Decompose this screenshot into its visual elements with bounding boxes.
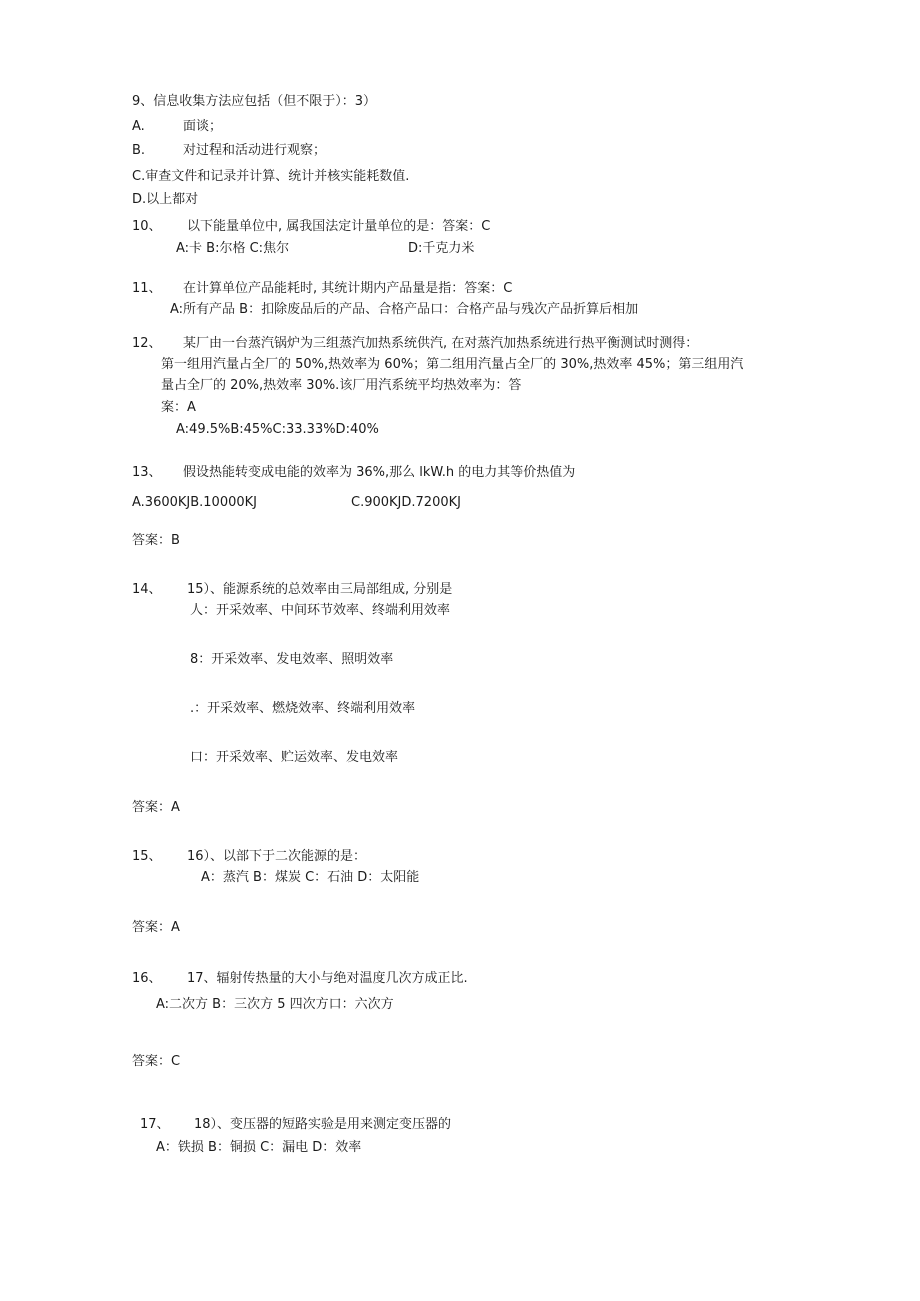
q9-option-c: C.审查文件和记录并计算、统计并核实能耗数值. — [132, 169, 410, 184]
q12-line-2: 第一组用汽量占全厂的 50%,热效率为 60%；第二组用汽量占全厂的 30%,热效率 45%；第三组用汽 — [161, 357, 744, 372]
q17-options: A：铁损 B：铜损 C：漏电 D：效率 — [156, 1140, 362, 1155]
q16-answer: 答案：C — [132, 1054, 181, 1069]
q12-line-4: 案：A — [161, 400, 196, 415]
q16-number: 16、 — [132, 971, 162, 986]
q10-text: 以下能量单位中, 属我国法定计量单位的是：答案：C — [187, 219, 491, 234]
q15-options: A：蒸汽 B：煤炭 C：石油 D：太阳能 — [201, 870, 420, 885]
q10-options-abc: A:卡 B:尔格 C:焦尔 — [176, 241, 290, 256]
q17-text: 18）、变压器的短路实验是用来测定变压器的 — [194, 1117, 452, 1132]
q12-options: A:49.5%B:45%C:33.33%D:40% — [176, 422, 379, 437]
q10-option-d: D:千克力米 — [408, 241, 475, 256]
q12-line-3: 量占全厂的 20%,热效率 30%.该厂用汽系统平均热效率为：答 — [161, 378, 522, 393]
q9-option-a-label: A. — [132, 119, 145, 134]
q9-option-d: D.以上都对 — [132, 192, 199, 207]
q14-answer: 答案：A — [132, 800, 180, 815]
q10-number: 10、 — [132, 219, 162, 234]
q13-number: 13、 — [132, 465, 162, 480]
q13-answer: 答案：B — [132, 533, 180, 548]
q15-text: 16）、以部下于二次能源的是： — [187, 849, 367, 864]
q15-number: 15、 — [132, 849, 162, 864]
q9-option-b-label: B. — [132, 143, 146, 158]
q14-text: 15）、能源系统的总效率由三局部组成, 分别是 — [187, 582, 453, 597]
q13-text: 假设热能转变成电能的效率为 36%,那么 lkW.h 的电力其等价热值为 — [183, 465, 576, 480]
q9-option-a-text: 面谈； — [183, 119, 223, 134]
q13-options-cd: C.900KJD.7200KJ — [351, 495, 461, 510]
q11-text: 在计算单位产品能耗时, 其统计期内产品量是指：答案：C — [183, 281, 513, 296]
q16-options: A:二次方 B：三次方 5 四次方口：六次方 — [156, 997, 394, 1012]
q15-answer: 答案：A — [132, 920, 180, 935]
q16-text: 17、辐射传热量的大小与绝对温度几次方成正比. — [187, 971, 468, 986]
q12-text: 某厂由一台蒸汽锅炉为三组蒸汽加热系统供汽, 在对蒸汽加热系统进行热平衡测试时测得： — [183, 336, 699, 351]
q17-number: 17、 — [140, 1117, 170, 1132]
q9-option-b-text: 对过程和活动进行观察； — [183, 143, 327, 158]
q14-option-d: 口：开采效率、贮运效率、发电效率 — [190, 750, 399, 765]
q11-number: 11、 — [132, 281, 162, 296]
q11-options: A:所有产品 B：扣除废品后的产品、合格产品口：合格产品与残次产品折算后相加 — [170, 302, 639, 317]
q13-options-ab: A.3600KJB.10000KJ — [132, 495, 258, 510]
q14-option-b: 8：开采效率、发电效率、照明效率 — [190, 652, 394, 667]
q9-title: 9、信息收集方法应包括（但不限于）：3） — [132, 94, 377, 109]
q14-option-a: 人：开采效率、中间环节效率、终端利用效率 — [190, 603, 451, 618]
q12-number: 12、 — [132, 336, 162, 351]
q14-option-c: .：开采效率、燃烧效率、终端利用效率 — [190, 701, 416, 716]
q14-number: 14、 — [132, 582, 162, 597]
